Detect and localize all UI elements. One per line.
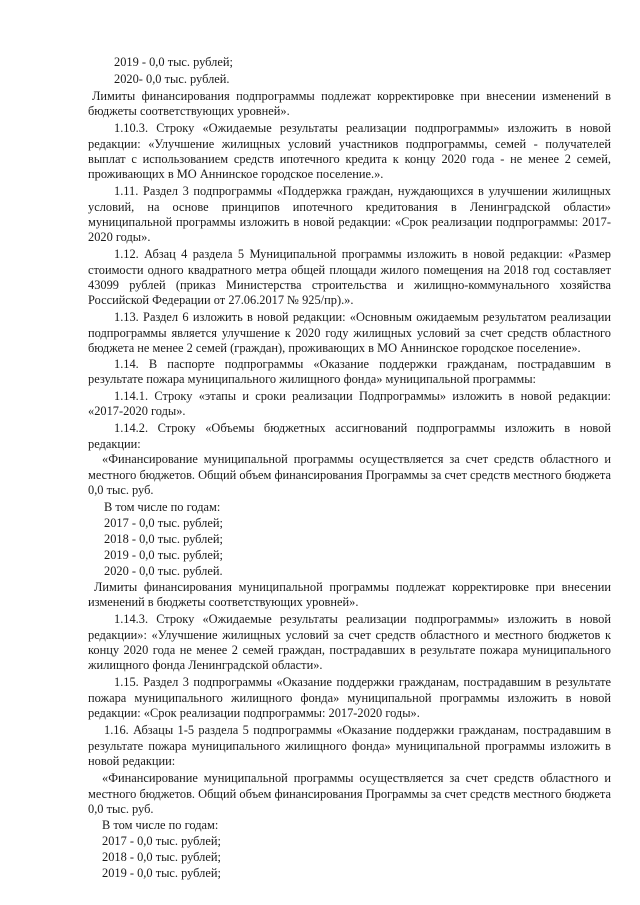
text-line: 1.10.3. Строку «Ожидаемые результаты реализации подпрограммы» изложить в новой	[114, 121, 611, 135]
text-line: 43099 рублей (приказ Министерства строительства и жилищно-коммунального хозяйства	[88, 278, 611, 292]
text-line: 1.12. Абзац 4 раздела 5 Муниципальной программы изложить в новой редакции: «Размер	[114, 247, 611, 261]
text-line: Российской Федерации от 27.06.2017 № 925/пр).».	[88, 293, 354, 307]
text-line: бюджеты соответствующих уровней».	[88, 104, 290, 118]
text-line: 1.14.3. Строку «Ожидаемые результаты реализации подпрограммы» изложить в новой	[114, 612, 611, 626]
text-line: стоимости одного квадратного метра общей площади жилого помещения на 2018 год составляет	[88, 263, 611, 277]
text-line: редакции: «Улучшение жилищных условий участников подпрограммы, семей - получателей	[88, 137, 611, 151]
text-line: местного бюджетов. Общий объем финансирования Программы за счет средств местного бюджета	[88, 787, 611, 801]
text-line: редакции: «Срок реализации подпрограммы: 2017-2020 годы».	[88, 706, 420, 720]
text-line: 2020 годы».	[88, 230, 151, 244]
text-line: выплат с использованием средств ипотечного кредита к концу 2020 года - не менее 2 семей,	[88, 152, 611, 166]
text-line: 1.14.1. Строку «этапы и сроки реализации Подпрограммы» изложить в новой редакции:	[114, 389, 611, 403]
text-line: «Финансирование муниципальной программы осуществляется за счет средств областного и	[102, 771, 611, 785]
text-line: 1.15. Раздел 3 подпрограммы «Оказание поддержки гражданам, пострадавшим в результате	[114, 675, 611, 689]
text-line: 2018 - 0,0 тыс. рублей;	[104, 532, 223, 546]
text-line: 0,0 тыс. руб.	[88, 483, 154, 497]
text-line: результате пожара муниципального жилищного фонда» муниципальной программы:	[88, 372, 536, 386]
text-line: 1.14.2. Строку «Объемы бюджетных ассигнований подпрограммы изложить в новой	[114, 421, 611, 435]
text-line: Лимиты финансирования муниципальной программы подлежат корректировке при внесении	[94, 580, 611, 594]
text-line: 1.11. Раздел 3 подпрограммы «Поддержка граждан, нуждающихся в улучшении жилищных	[114, 184, 611, 198]
text-line: 2019 - 0,0 тыс. рублей;	[114, 55, 233, 69]
text-line: 1.14. В паспорте подпрограммы «Оказание поддержки гражданам, пострадавшим в	[114, 357, 611, 371]
text-line: изменений в бюджеты соответствующих уровней».	[88, 595, 359, 609]
text-line: 1.16. Абзацы 1-5 раздела 5 подпрограммы «Оказание поддержки гражданам, пострадавшим в	[104, 723, 611, 737]
text-line: Лимиты финансирования подпрограммы подлежат корректировке при внесении изменений в	[92, 89, 611, 103]
text-line: В том числе по годам:	[104, 500, 221, 514]
text-line: 2018 - 0,0 тыс. рублей;	[102, 850, 221, 864]
text-line: В том числе по годам:	[102, 818, 219, 832]
text-line: 1.13. Раздел 6 изложить в новой редакции: «Основным ожидаемым результатом реализации	[114, 310, 611, 324]
text-line: новой редакции:	[88, 754, 176, 768]
text-line: 2020- 0,0 тыс. рублей.	[114, 72, 230, 86]
text-line: «Финансирование муниципальной программы осуществляется за счет средств областного и	[102, 452, 611, 466]
text-line: условий, на основе принципов ипотечного кредитования в Ленинградской области»	[88, 200, 611, 214]
text-line: бюджета не менее 2 семей (граждан), проживающих в МО Аннинское городское поселение».	[88, 341, 581, 355]
text-line: пожара муниципального жилищного фонда» муниципальной программы изложить в новой	[88, 691, 611, 705]
text-line: местного бюджетов. Общий объем финансирования Программы за счет средств местного бюджета	[88, 468, 611, 482]
text-line: 2017 - 0,0 тыс. рублей;	[102, 834, 221, 848]
text-line: концу 2020 года не менее 2 семей граждан, пострадавших в результате пожара муниципального	[88, 643, 611, 657]
text-line: 2017 - 0,0 тыс. рублей;	[104, 516, 223, 530]
text-line: проживающих в МО Аннинское городское поселение.».	[88, 167, 384, 181]
text-line: 2020 - 0,0 тыс. рублей.	[104, 564, 223, 578]
text-line: подпрограммы является улучшение к 2020 году жилищных условий за счет средств областного	[88, 326, 611, 340]
text-line: редакции:	[88, 437, 141, 451]
text-line: 0,0 тыс. руб.	[88, 802, 154, 816]
text-line: редакции»: «Улучшение жилищных условий за счет средств областного и местного бюджетов к	[88, 628, 611, 642]
text-line: 2019 - 0,0 тыс. рублей;	[102, 866, 221, 880]
text-line: результате пожара муниципального жилищного фонда» муниципальной программы изложить в	[88, 739, 611, 753]
text-line: 2019 - 0,0 тыс. рублей;	[104, 548, 223, 562]
text-line: муниципальной программы изложить в новой редакции: «Срок реализации подпрограммы: 2017-	[88, 215, 611, 229]
text-line: «2017-2020 годы».	[88, 404, 186, 418]
text-line: жилищного фонда Ленинградской области».	[88, 658, 323, 672]
